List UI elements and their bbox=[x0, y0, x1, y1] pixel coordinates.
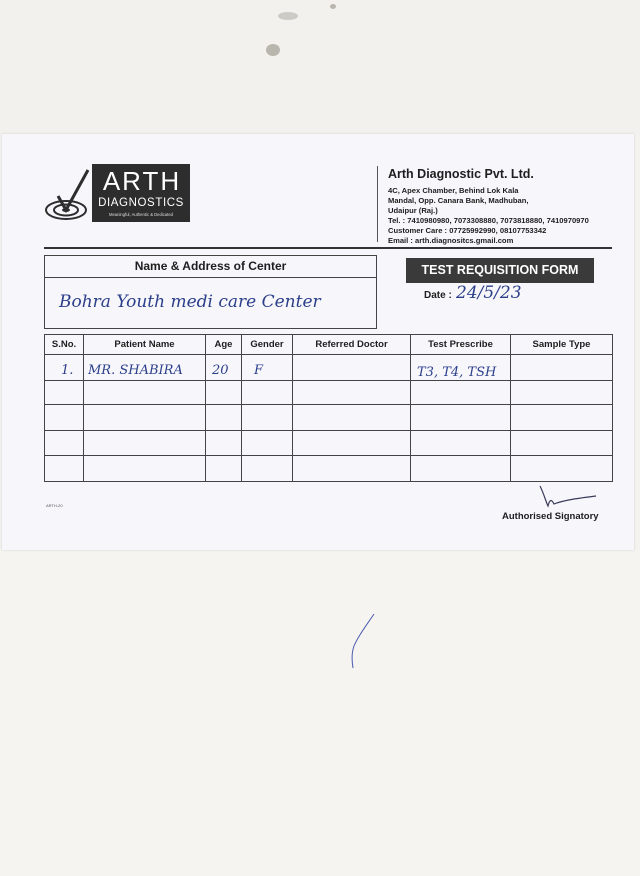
header-patient-name: Patient Name bbox=[114, 339, 175, 350]
column-line bbox=[205, 335, 206, 481]
header-referred-doctor: Referred Doctor bbox=[315, 339, 388, 350]
address-line: Mandal, Opp. Canara Bank, Madhuban, bbox=[388, 196, 529, 205]
pen-mark bbox=[348, 612, 378, 672]
column-line bbox=[83, 335, 84, 481]
row-sno: 1. bbox=[61, 363, 74, 378]
row-gender: F bbox=[254, 363, 264, 378]
logo-tagline: Meaningful, Authentic & Dedicated bbox=[108, 212, 174, 217]
header-test-prescribe: Test Prescribe bbox=[428, 339, 493, 350]
form-title: TEST REQUISITION FORM bbox=[406, 258, 594, 283]
header-sample-type: Sample Type bbox=[532, 339, 591, 350]
patient-table bbox=[44, 334, 613, 482]
arth-logo bbox=[44, 164, 192, 224]
signatory-label: Authorised Signatory bbox=[502, 511, 599, 522]
header-gender: Gender bbox=[250, 339, 284, 350]
center-name: Bohra Youth medi care Center bbox=[59, 292, 321, 312]
background-sheet-bottom bbox=[0, 550, 640, 876]
header-age: Age bbox=[214, 339, 233, 350]
column-line bbox=[510, 335, 511, 481]
email: Email : arth.diagnositcs.gmail.com bbox=[388, 236, 514, 245]
company-name: Arth Diagnostic Pvt. Ltd. bbox=[388, 167, 534, 181]
row-patient-name: MR. SHABIRA bbox=[88, 363, 183, 378]
signature-scribble bbox=[534, 484, 600, 512]
address-line: Udaipur (Raj.) bbox=[388, 206, 438, 215]
address-line: 4C, Apex Chamber, Behind Lok Kala bbox=[388, 186, 519, 195]
column-line bbox=[292, 335, 293, 481]
center-heading: Name & Address of Center bbox=[45, 256, 376, 278]
header-sno: S.No. bbox=[51, 339, 77, 350]
company-details bbox=[388, 166, 628, 246]
column-line bbox=[410, 335, 411, 481]
background-sheet-top bbox=[0, 0, 640, 135]
row-line bbox=[45, 455, 612, 456]
row-line bbox=[45, 404, 612, 405]
column-line bbox=[241, 335, 242, 481]
logo-sub-text: DIAGNOSTICS bbox=[98, 197, 184, 209]
form-code: ARTH-20 bbox=[46, 503, 63, 508]
phone-numbers: Tel. : 7410980980, 7073308880, 7073818880, 7410970970 bbox=[388, 216, 589, 225]
row-age: 20 bbox=[212, 363, 229, 378]
row-line bbox=[45, 380, 612, 381]
row-line bbox=[45, 354, 612, 355]
logo-main-text: ARTH bbox=[102, 166, 182, 196]
center-box bbox=[44, 255, 377, 329]
header-rule bbox=[44, 247, 612, 249]
ink-smudge bbox=[266, 44, 280, 56]
header-divider bbox=[377, 166, 378, 242]
target-check-icon bbox=[44, 164, 94, 224]
date-label: Date : bbox=[424, 290, 452, 301]
date-value: 24/5/23 bbox=[456, 283, 522, 303]
row-line bbox=[45, 430, 612, 431]
row-test-prescribe: T3, T4, TSH bbox=[417, 365, 497, 380]
customer-care: Customer Care : 07725992990, 08107753342 bbox=[388, 226, 547, 235]
ink-smudge bbox=[330, 4, 336, 9]
ink-smudge bbox=[278, 12, 298, 20]
